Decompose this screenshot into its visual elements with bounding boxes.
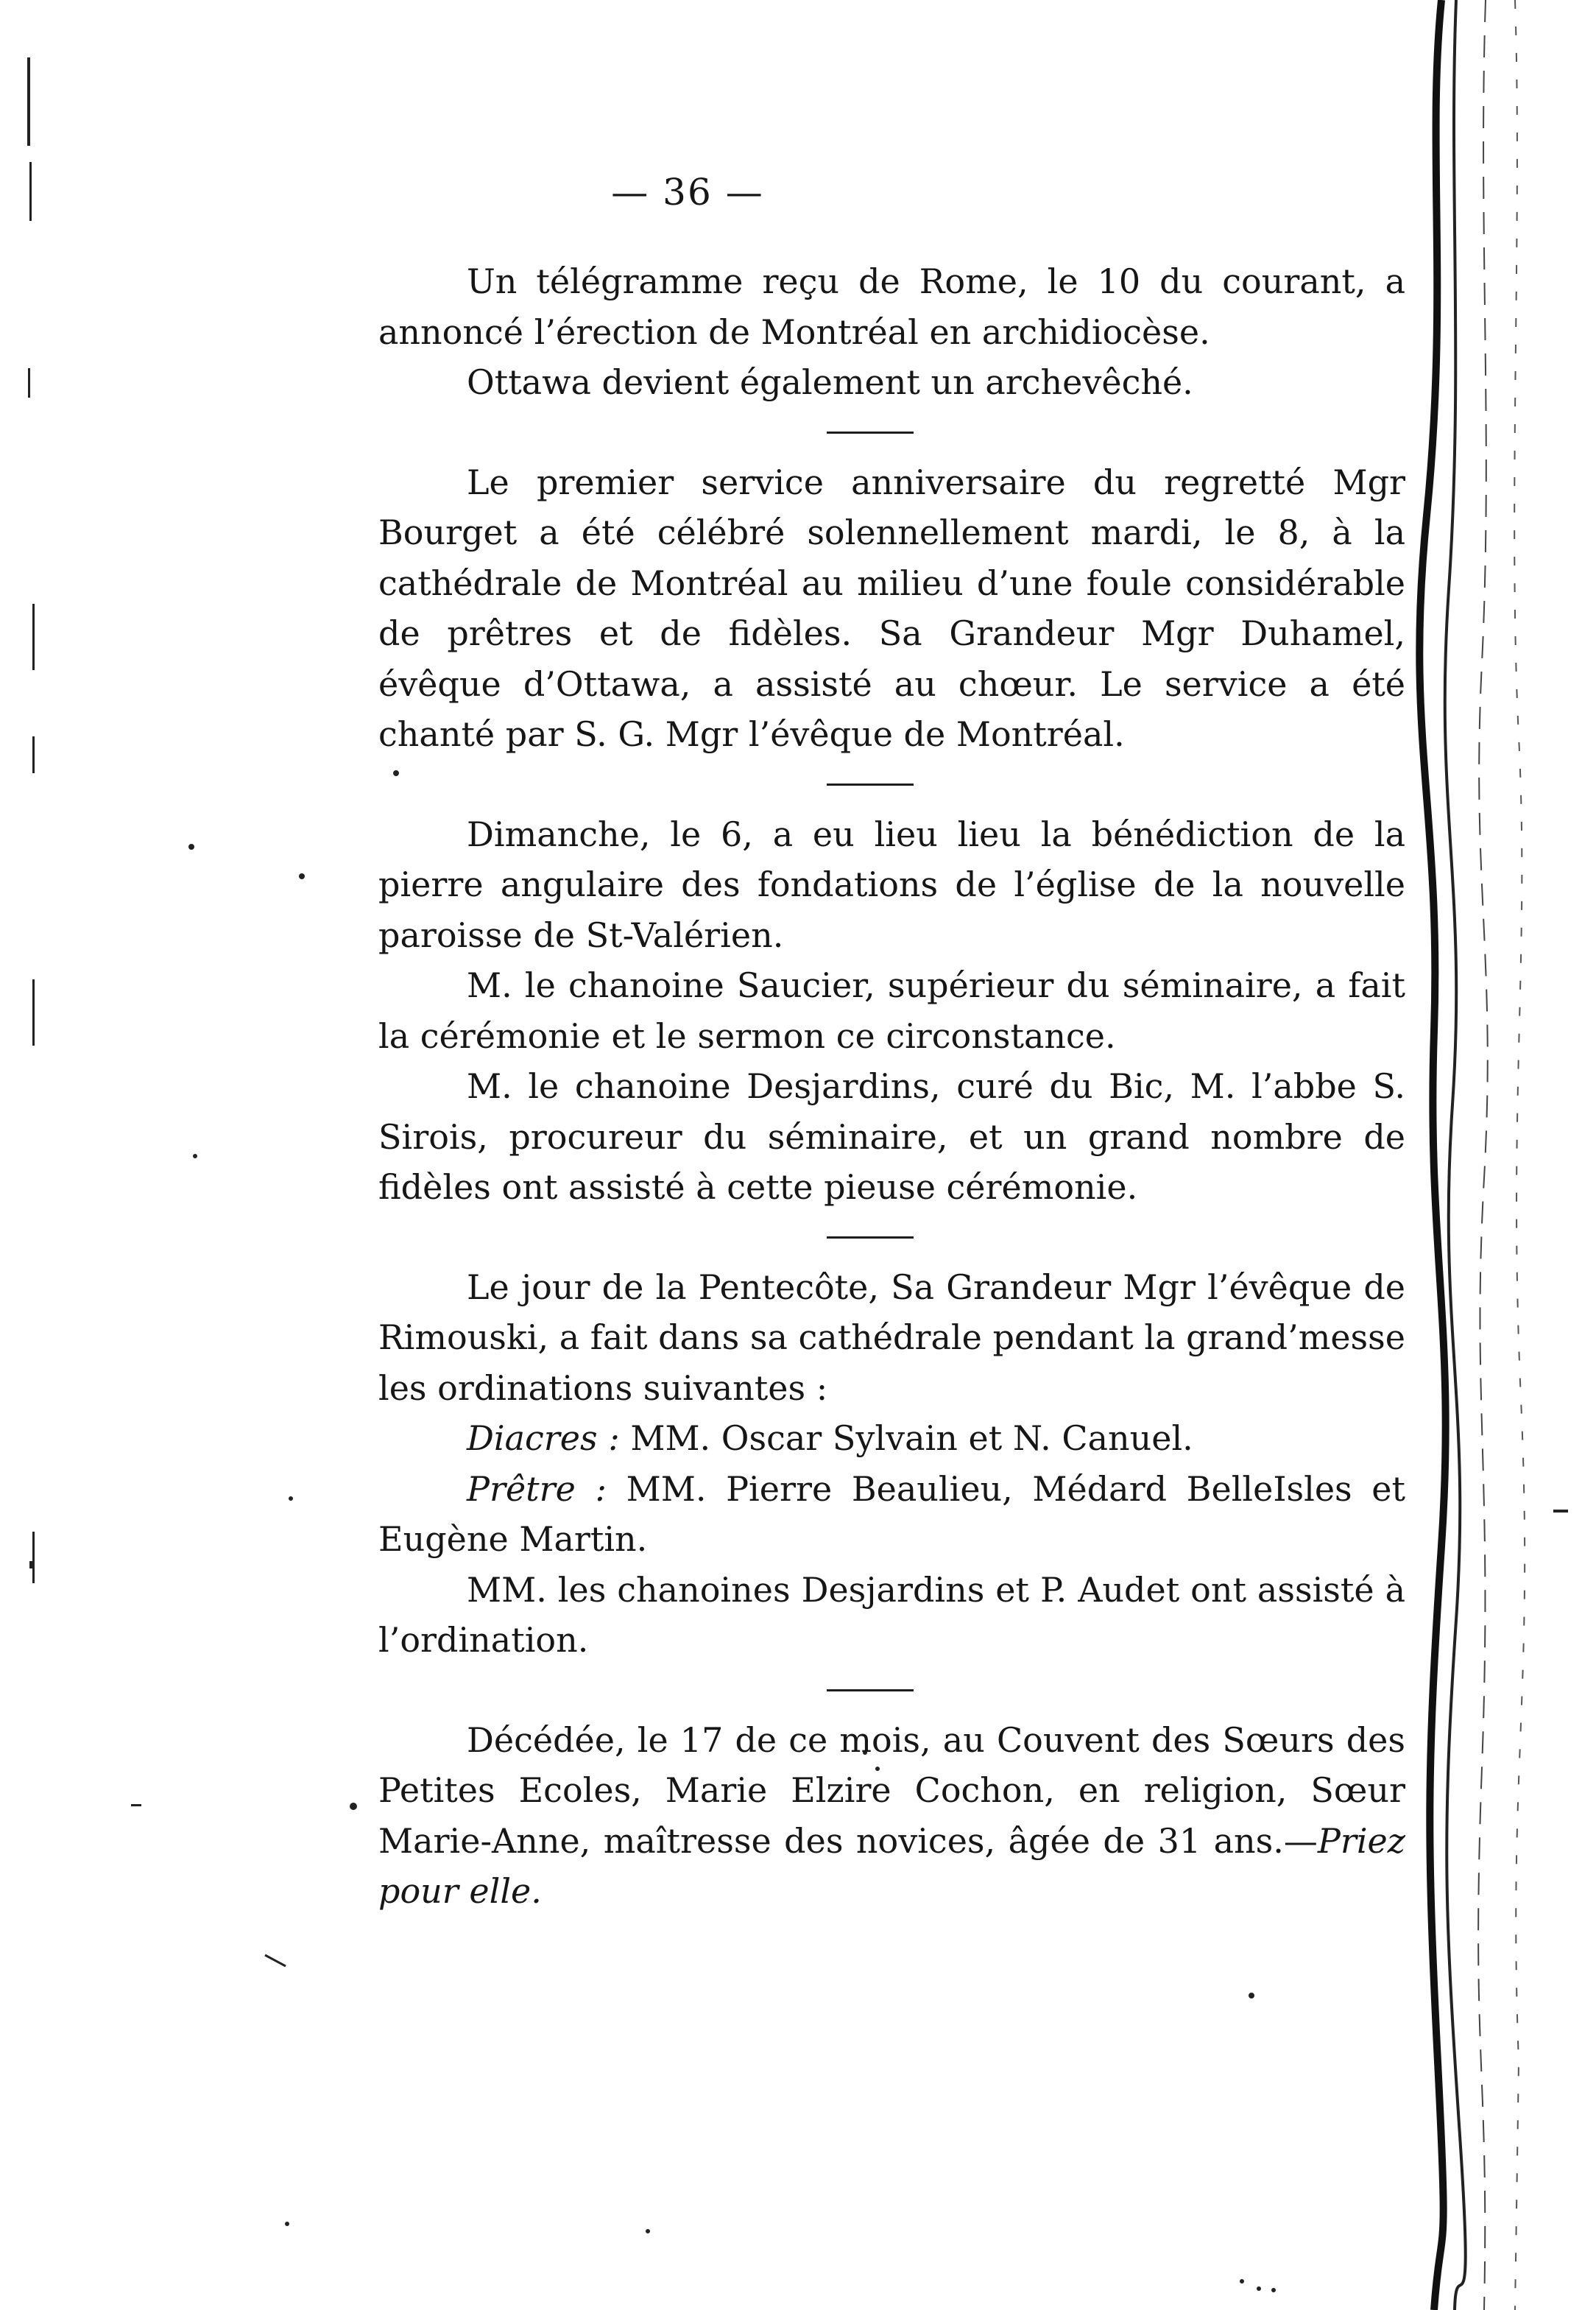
news-item-memorial-service [378,457,1405,760]
ordination-names: MM. Pierre Beaulieu, Médard BelleIsles et Eugène Martin. [378,1468,1406,1559]
ordination-line [378,1413,1405,1464]
news-item-cornerstone-blessing [378,809,1405,1213]
page-edge-artifact [1397,0,1596,2310]
paragraph: M. le chanoine Desjardins, curé du Bic, M. l’abbe S. Sirois, procureur du séminaire, et un grand nombre de fidèles ont assisté à cette pieuse cérémonie. [378,1066,1405,1207]
ordination-label: Prêtre : [467,1468,607,1509]
paragraph: Le jour de la Pentecôte, Sa Grandeur Mgr l’évêque de Rimouski, a fait dans sa cathédrale pendant la grand’messe les ordinations suivantes : [378,1267,1405,1408]
paragraph: M. le chanoine Saucier, supérieur du séminaire, a fait la cérémonie et le sermon ce circonstance. [378,965,1405,1056]
prayer-request: Priez pour elle. [378,1820,1405,1911]
paragraph: Ottawa devient également un archevêché. [467,362,1193,402]
paragraph: Le premier service anniversaire du regretté Mgr Bourget a été célébré solennellement mardi, le 8, à la cathédrale de Montréal au milieu d’une foule considérable de prêtres et de fidèles. Sa Grandeur Mgr Duhamel, évêque d’Ottawa, a assisté au chœur. Le service a été chanté par S. G. Mgr l’évêque de Montréal. [378,462,1405,754]
ordination-label: Diacres : [467,1418,620,1458]
page-number: — 36 — [611,171,764,214]
paragraph: MM. les chanoines Desjardins et P. Audet ont assisté à l’ordination. [378,1569,1405,1660]
ordination-names: MM. Oscar Sylvain et N. Canuel. [630,1418,1193,1458]
section-divider [827,784,914,786]
section-divider [827,432,914,434]
news-item-ordinations [378,1262,1405,1666]
paragraph: Un télégramme reçu de Rome, le 10 du courant, a annoncé l’érection de Montréal en archidiocèse. [378,261,1405,352]
death-notice [378,1715,1405,1917]
death-notice-text: Décédée, le 17 de ce mois, au Couvent des Sœurs des Petites Ecoles, Marie Elzire Cochon, en religion, Sœur Marie-Anne, maîtresse des novices, âgée de 31 ans.— [378,1719,1405,1861]
paragraph: Dimanche, le 6, a eu lieu lieu la bénédiction de la pierre angulaire des fondations de l’église de la nouvelle paroisse de St-Valérien. [378,814,1405,955]
section-divider [827,1236,914,1239]
section-divider [827,1689,914,1691]
page-text [378,256,1405,1917]
ordination-line [378,1464,1405,1565]
paragraph [378,1715,1405,1917]
news-item-archdiocese [378,256,1405,408]
